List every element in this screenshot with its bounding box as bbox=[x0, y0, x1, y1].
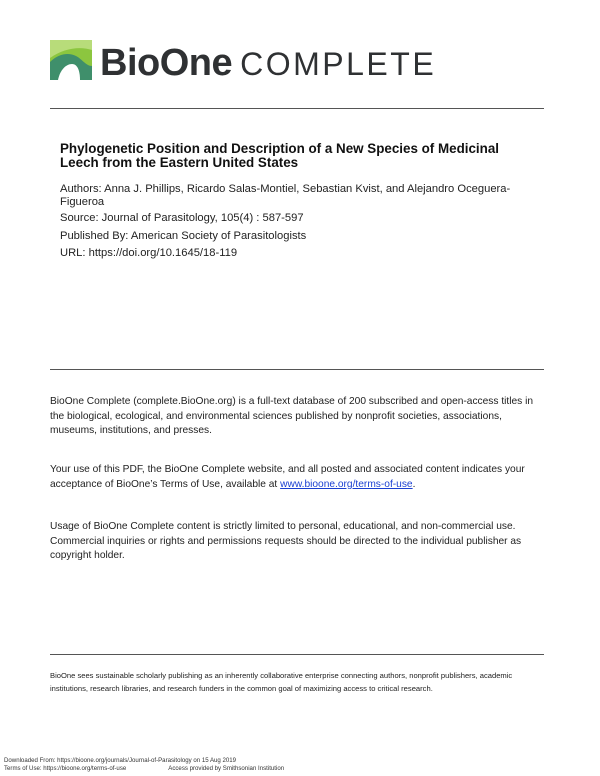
top-divider bbox=[50, 108, 544, 109]
article-source: Source: Journal of Parasitology, 105(4) : 587-597 bbox=[60, 212, 304, 224]
article-title: Phylogenetic Position and Description of a New Species of Medicinal Leech from the Eastern United States bbox=[60, 141, 500, 170]
terms-period: . bbox=[412, 478, 416, 490]
article-publisher: Published By: American Society of Parasitologists bbox=[60, 230, 307, 242]
bioone-logo-icon bbox=[50, 40, 92, 80]
brand-light: COMPLETE bbox=[240, 46, 437, 82]
middle-divider bbox=[50, 369, 544, 370]
footer-downloaded: Downloaded From: https://bioone.org/journals/Journal-of-Parasitology on 15 Aug 2019 bbox=[4, 757, 237, 764]
footer-access: Access provided by Smithsonian Institution bbox=[168, 765, 285, 772]
about-paragraph: BioOne Complete (complete.BioOne.org) is a full-text database of 200 subscribed and open-access titles in the biological, ecological, and environmental sciences published by nonprofit societies, associations, museums, institutions, and presses. bbox=[50, 396, 534, 436]
usage-paragraph: Usage of BioOne Complete content is strictly limited to personal, educational, and non-commercial use. Commercial inquiries or rights and permissions requests should be directed to the individual publisher as copyright holder. bbox=[50, 521, 522, 561]
footer-terms[interactable]: Terms of Use: https://bioone.org/terms-of-use bbox=[4, 765, 127, 772]
brand-bold: BioOne bbox=[100, 42, 233, 84]
terms-text: Your use of this PDF, the BioOne Complete website, and all posted and associated content indicates your acceptance of BioOne’s Terms of Use, available at bbox=[50, 464, 525, 490]
article-url[interactable]: URL: https://doi.org/10.1645/18-119 bbox=[60, 247, 238, 259]
footer-terms-line bbox=[4, 765, 284, 772]
article-authors: Authors: Anna J. Phillips, Ricardo Salas-Montiel, Sebastian Kvist, and Alejandro Oceguera-Figueroa bbox=[60, 183, 511, 209]
terms-paragraph bbox=[50, 463, 544, 492]
bottom-divider bbox=[50, 654, 544, 655]
brand-wordmark bbox=[100, 44, 436, 82]
terms-of-use-link[interactable]: www.bioone.org/terms-of-use bbox=[280, 478, 413, 490]
mission-statement: BioOne sees sustainable scholarly publishing as an inherently collaborative enterprise connecting authors, nonprofit publishers, academic institutions, research libraries, and research funders in the common goal of maximizing access to critical research. bbox=[50, 671, 513, 693]
